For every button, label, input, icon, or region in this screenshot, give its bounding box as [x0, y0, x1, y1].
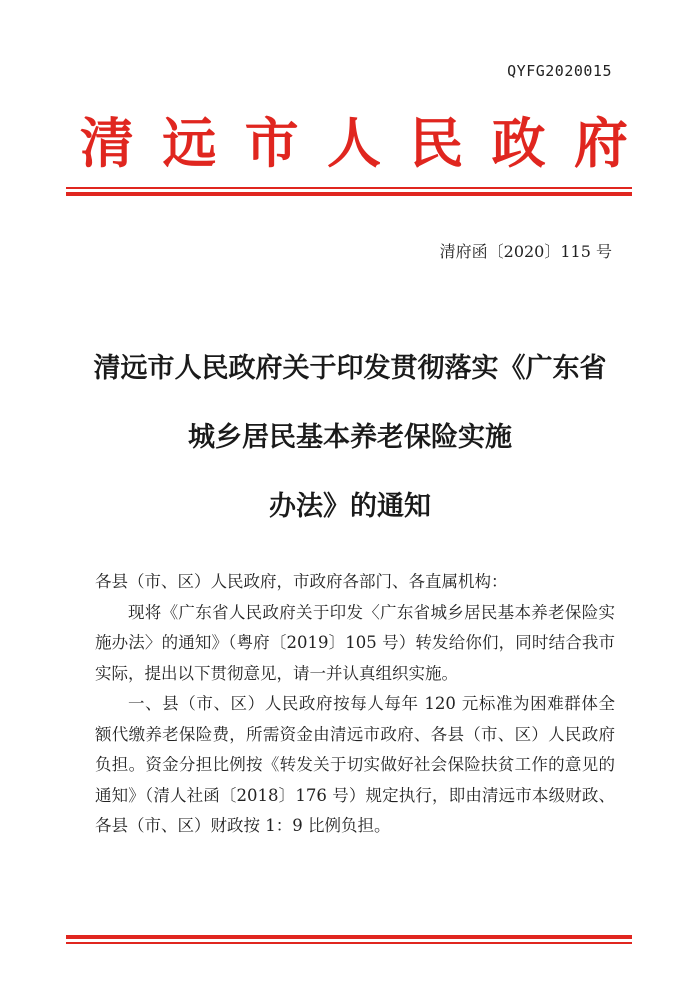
issuer-char: 远 [162, 112, 217, 175]
footer-divider-thick [66, 935, 632, 939]
issuer-char: 府 [573, 112, 628, 175]
document-number: 清府函〔2020〕115 号 [439, 242, 612, 261]
header-divider-thin [66, 187, 632, 189]
document-title [60, 346, 640, 553]
issuer-char: 政 [491, 112, 546, 175]
issuer-header [80, 108, 628, 180]
document-body [95, 567, 615, 842]
title-line: 清远市人民政府关于印发贯彻落实《广东省 [93, 353, 607, 384]
issuer-char: 人 [326, 112, 381, 175]
document-code: QYFG2020015 [507, 62, 612, 80]
body-paragraph: 现将《广东省人民政府关于印发〈广东省城乡居民基本养老保险实施办法〉的通知》（粤府〔2019〕105 号）转发给你们，同时结合我市实际，提出以下贯彻意见，请一并认真组织实施。 [95, 602, 615, 683]
body-paragraph: 一、县（市、区）人民政府按每人每年 120 元标准为困难群体全额代缴养老保险费，所需资金由清远市政府、各县（市、区）人民政府负担。资金分担比例按《转发关于切实做好社会保险扶贫工作的意见的通知》（清人社函〔2018〕176 号）规定执行，即由清远市本级财政、各县（市、区）财政按 1：9 比例负担。 [95, 694, 615, 835]
issuer-char: 清 [80, 112, 134, 175]
salutation: 各县（市、区）人民政府，市政府各部门、各直属机构： [95, 572, 508, 591]
title-line: 办法》的通知 [269, 491, 431, 522]
footer-divider-thin [66, 942, 632, 944]
issuer-char: 市 [244, 112, 299, 175]
header-divider-thick [66, 192, 632, 196]
title-line: 城乡居民基本养老保险实施 [188, 422, 512, 453]
issuer-char: 民 [409, 112, 464, 175]
